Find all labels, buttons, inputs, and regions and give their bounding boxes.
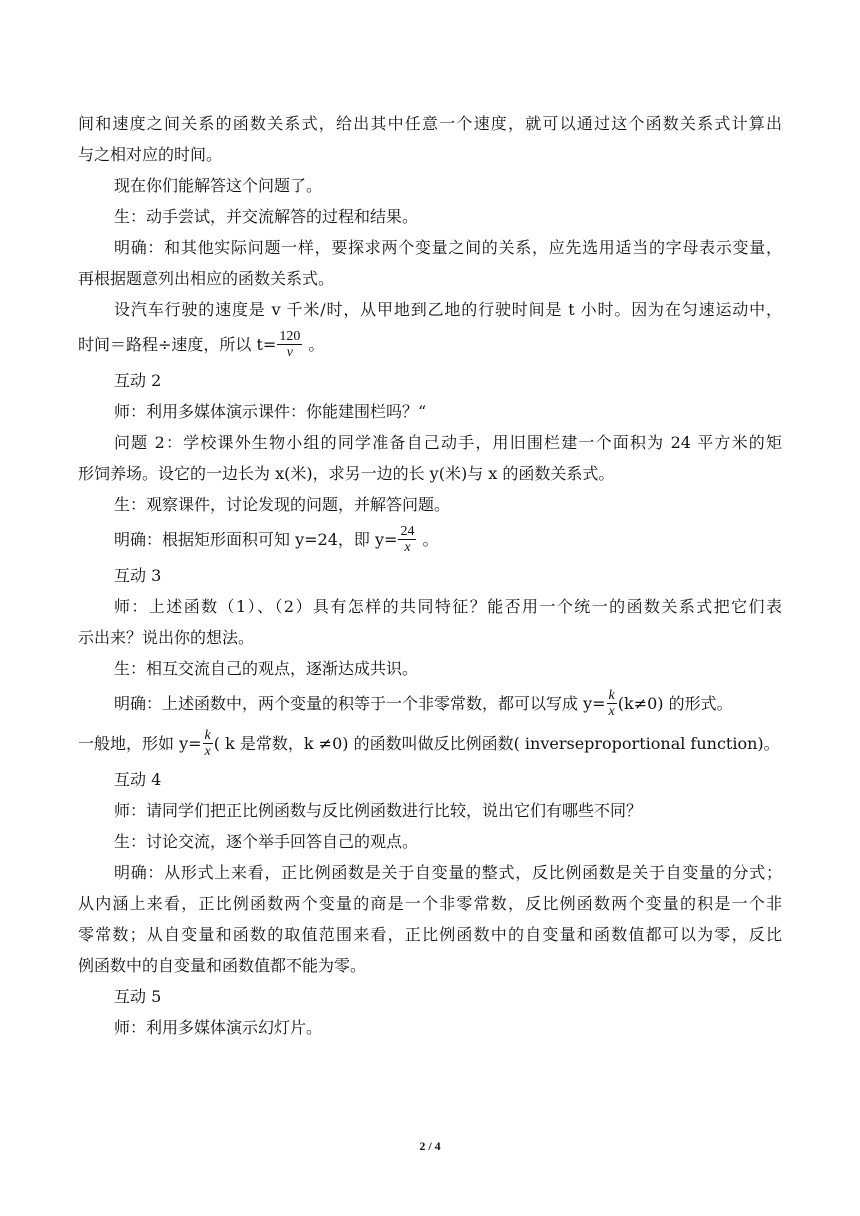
paragraph-with-fraction — [78, 724, 782, 764]
section-heading: 互动 4 — [114, 770, 162, 789]
text-run: 。 — [417, 530, 439, 549]
paragraph-with-fraction — [78, 684, 782, 724]
paragraph-line: 示出来？说出你的想法。 — [78, 628, 255, 647]
paragraph: 师：请同学们把正比例函数与反比例函数进行比较，说出它们有哪些不同？ — [114, 801, 643, 820]
paragraph-line: 从内涵上来看，正比例函数两个变量的商是一个非零常数，反比例函数两个变量的积是一个非 — [78, 894, 782, 913]
paragraph-line: 与之相对应的时间。 — [78, 145, 223, 164]
paragraph: 师：利用多媒体演示课件：你能建围栏吗？“ — [114, 402, 427, 421]
text-run: 时间＝路程÷速度，所以 t= — [78, 335, 277, 354]
fraction — [277, 329, 302, 360]
paragraph: 现在你们能解答这个问题了。 — [114, 176, 323, 195]
paragraph-line: 设汽车行驶的速度是 v 千米/时，从甲地到乙地的行驶时间是 t 小时。因为在匀速运动中， — [114, 300, 782, 319]
text-run: ( k 是常数，k ≠0) 的函数叫做反比例函数( inverseproportional function)。 — [213, 734, 780, 753]
fraction-denominator: v — [286, 345, 293, 360]
paragraph: 生：讨论交流，逐个举手回答自己的观点。 — [114, 832, 419, 851]
fraction-denominator: x — [608, 704, 615, 719]
text-run: (k≠0) 的形式。 — [617, 694, 733, 713]
paragraph-line: 例函数中的自变量和函数值都不能为零。 — [78, 956, 367, 975]
fraction — [203, 728, 213, 759]
fraction — [607, 688, 617, 719]
paragraph-line: 明确：和其他实际问题一样，要探求两个变量之间的关系，应先选用适当的字母表示变量， — [114, 238, 782, 257]
paragraph-line: 师：上述函数（1）、（2）具有怎样的共同特征？能否用一个统一的函数关系式把它们表 — [114, 597, 782, 616]
paragraph-line: 再根据题意列出相应的函数关系式。 — [78, 269, 335, 288]
section-heading: 互动 2 — [114, 371, 162, 390]
paragraph-line: 明确：从形式上来看，正比例函数是关于自变量的整式，反比例函数是关于自变量的分式； — [114, 863, 782, 882]
fraction-numerator: 24 — [400, 524, 415, 539]
section-heading: 互动 5 — [114, 987, 162, 1006]
fraction-numerator: 120 — [279, 329, 301, 344]
paragraph-with-fraction — [78, 520, 782, 560]
section-heading: 互动 3 — [114, 566, 162, 585]
text-run: 一般地，形如 y= — [78, 734, 202, 753]
paragraph-line: 形饲养场。设它的一边长为 x(米)，求另一边的长 y(米)与 x 的函数关系式。 — [78, 464, 615, 483]
paragraph: 生：观察课件，讨论发现的问题，并解答问题。 — [114, 495, 451, 514]
fraction-denominator: x — [204, 744, 211, 759]
paragraph: 生：相互交流自己的观点，逐渐达成共识。 — [114, 659, 419, 678]
text-run: 明确：上述函数中，两个变量的积等于一个非零常数，都可以写成 y= — [114, 694, 606, 713]
page-number: 2 / 4 — [419, 1139, 441, 1153]
fraction-numerator: k — [608, 688, 615, 703]
fraction — [398, 524, 416, 555]
paragraph-line-with-fraction — [78, 325, 782, 365]
paragraph-line: 间和速度之间关系的函数关系式，给出其中任意一个速度，就可以通过这个函数关系式计算出 — [78, 114, 782, 133]
paragraph: 生：动手尝试，并交流解答的过程和结果。 — [114, 207, 419, 226]
document-body — [78, 108, 782, 1043]
text-run: 明确：根据矩形面积可知 y=24，即 y= — [114, 530, 398, 549]
paragraph: 师：利用多媒体演示幻灯片。 — [114, 1018, 323, 1037]
paragraph-line: 问题 2：学校课外生物小组的同学准备自己动手，用旧围栏建一个面积为 24 平方米的矩 — [114, 433, 782, 452]
text-run: 。 — [303, 335, 325, 354]
fraction-denominator: x — [404, 540, 411, 555]
paragraph-line: 零常数；从自变量和函数的取值范围来看，正比例函数中的自变量和函数值都可以为零，反比 — [78, 925, 782, 944]
fraction-numerator: k — [204, 728, 211, 743]
